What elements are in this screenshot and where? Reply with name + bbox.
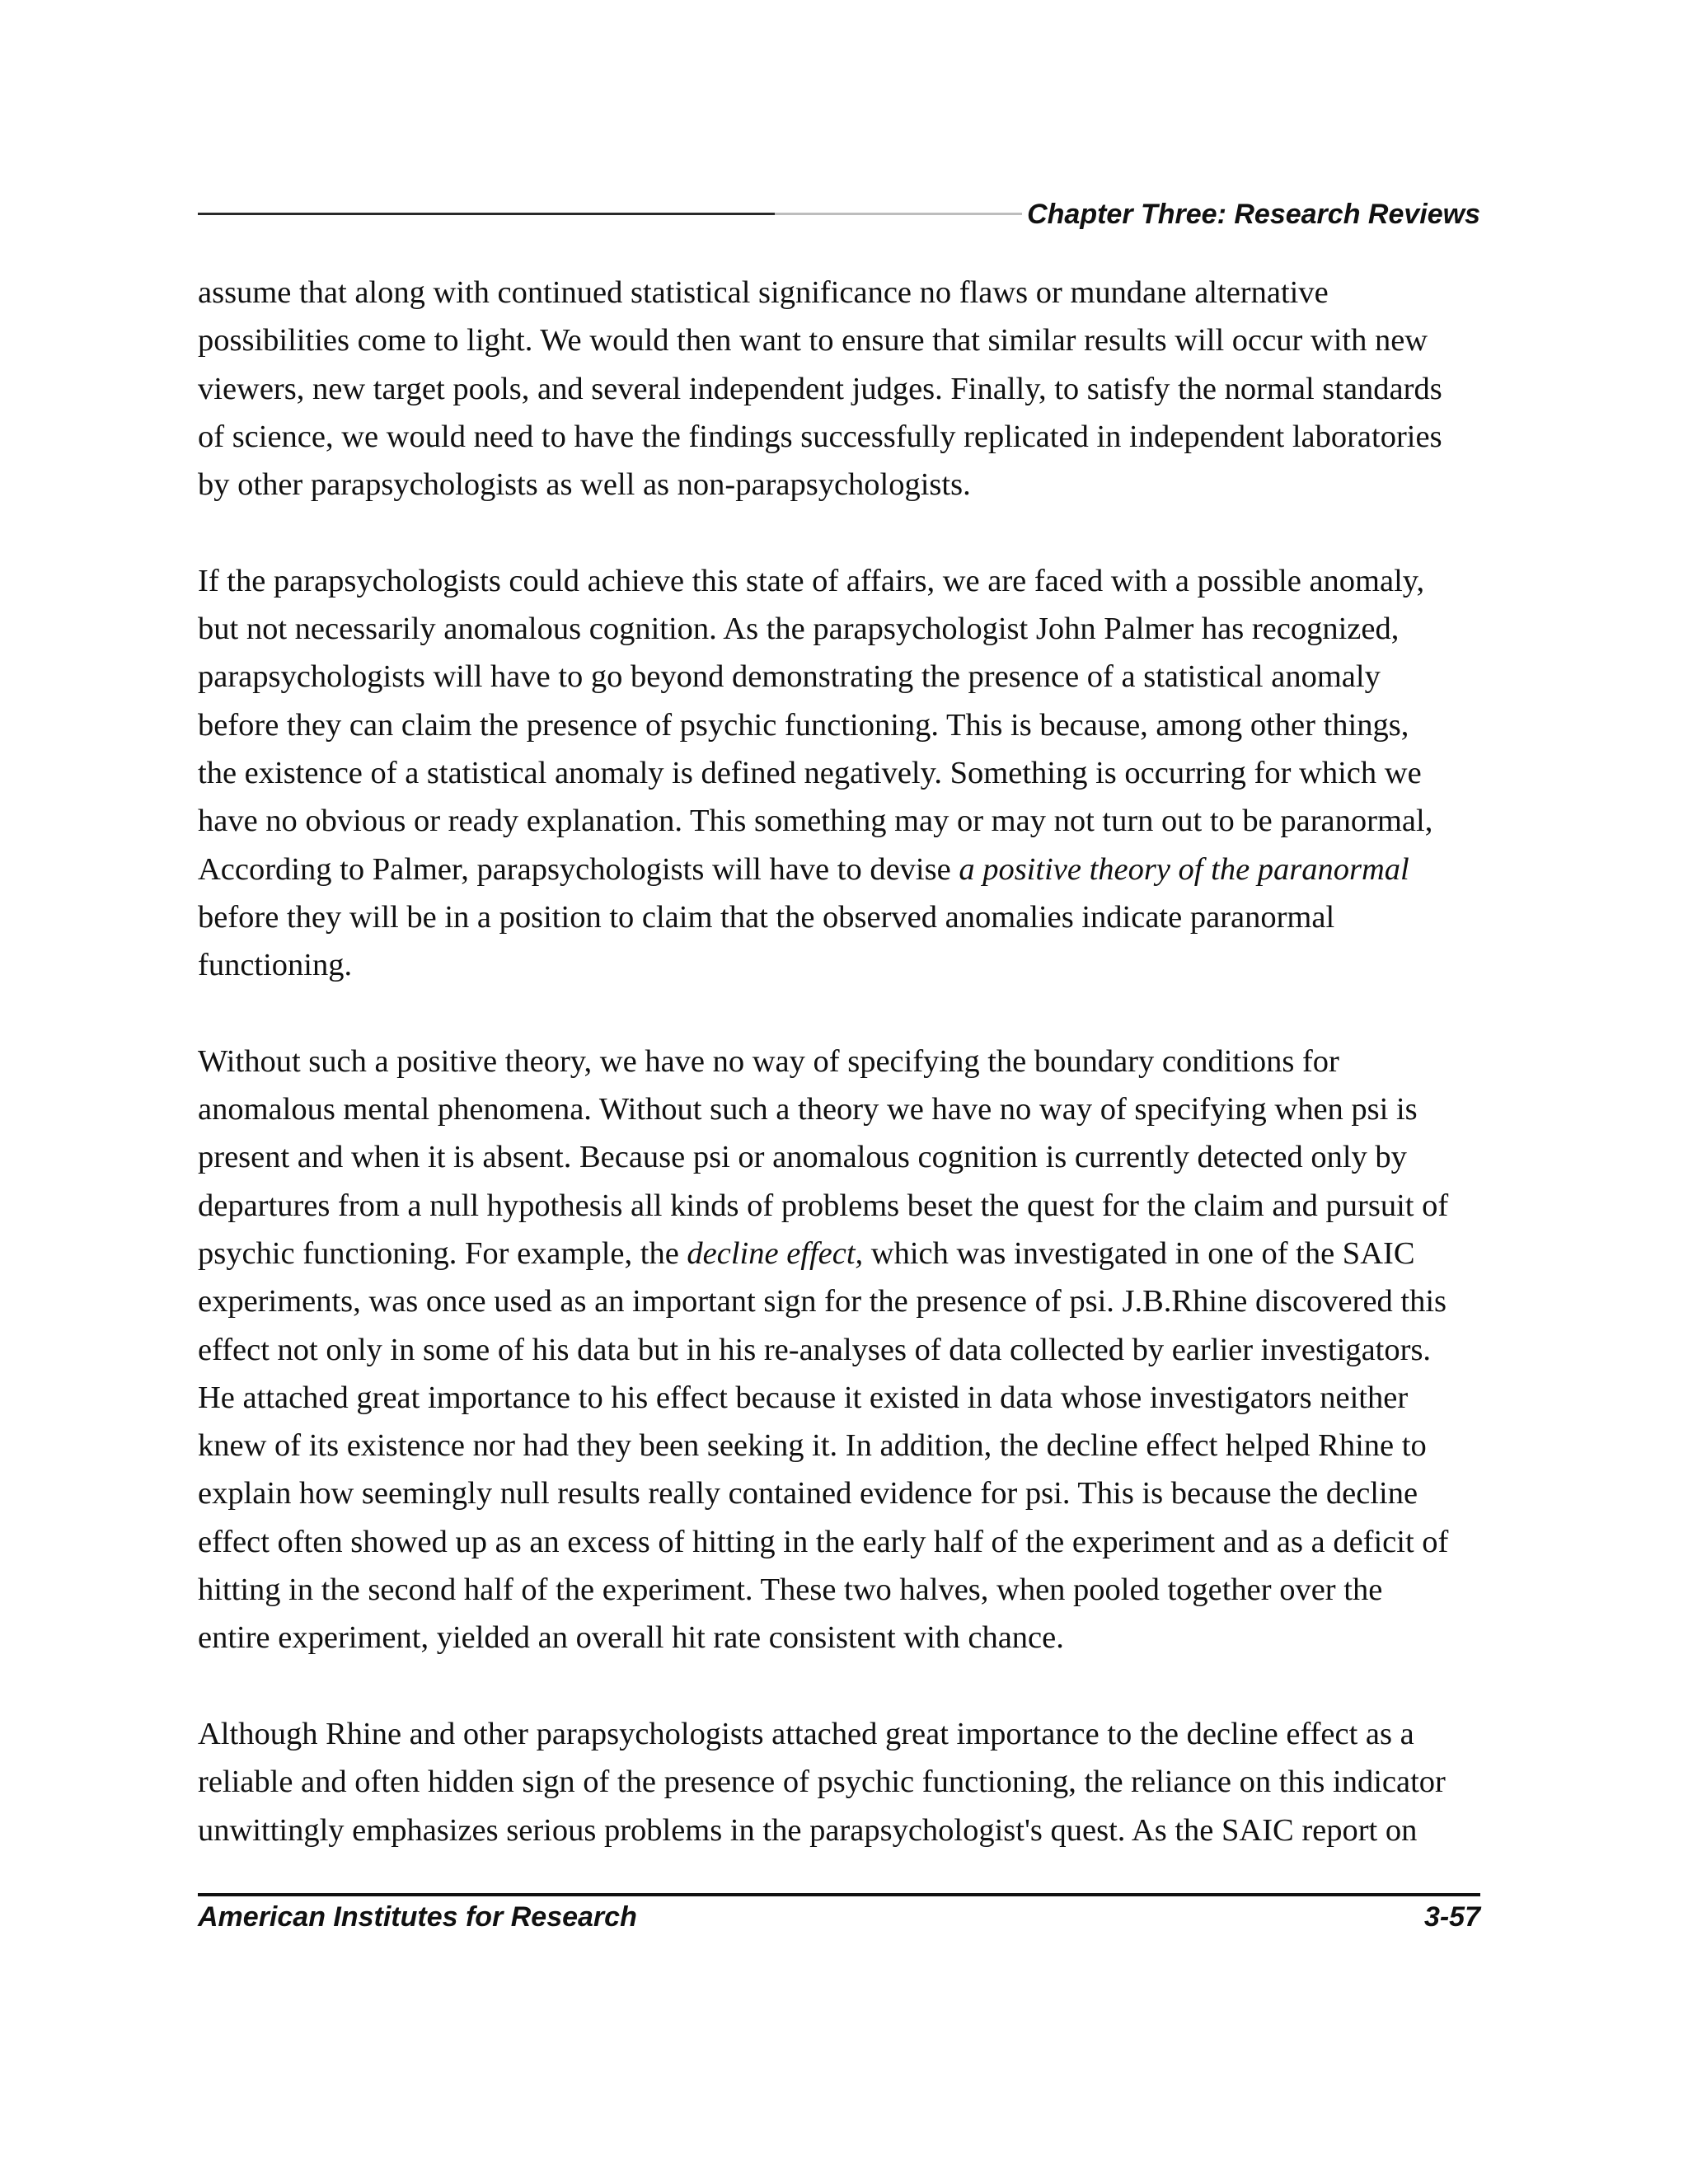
- text-line: but not necessarily anomalous cognition. As the parapsychologist John Palmer has recognized,: [198, 612, 1400, 647]
- footer-rule: [198, 1893, 1480, 1896]
- text-line: explain how seemingly null results really contained evidence for psi. This is because the decline: [198, 1476, 1418, 1511]
- paragraph-2: [198, 557, 1500, 990]
- text-line: [198, 1230, 1500, 1277]
- text-line: If the parapsychologists could achieve this state of affairs, we are faced with a possible anomaly,: [198, 563, 1425, 598]
- header-rule: [198, 213, 1022, 215]
- text-line: Without such a positive theory, we have no way of specifying the boundary conditions for: [198, 1043, 1339, 1079]
- text-line: He attached great importance to his effect because it existed in data whose investigators neither: [198, 1380, 1409, 1415]
- text-line: entire experiment, yielded an overall hit rate consistent with chance.: [198, 1620, 1064, 1656]
- italic-phrase: a positive theory of the paranormal: [959, 851, 1409, 887]
- text-line: by other parapsychologists as well as non-parapsychologists.: [198, 467, 971, 503]
- text-line: present and when it is absent. Because psi or anomalous cognition is currently detected only by: [198, 1140, 1407, 1175]
- text-line: of science, we would need to have the findings successfully replicated in independent laboratories: [198, 419, 1442, 454]
- text-line: departures from a null hypothesis all kinds of problems beset the quest for the claim and pursuit of: [198, 1188, 1449, 1223]
- text-line: hitting in the second half of the experiment. These two halves, when pooled together over the: [198, 1572, 1383, 1608]
- paragraph-1: [198, 269, 1500, 509]
- italic-phrase: decline effect,: [687, 1235, 864, 1271]
- text-segment: According to Palmer, parapsychologists will have to devise: [198, 851, 959, 887]
- text-line: possibilities come to light. We would then want to ensure that similar results will occur with new: [198, 323, 1428, 359]
- text-line: assume that along with continued statistical significance no flaws or mundane alternative: [198, 275, 1329, 310]
- text-line: experiments, was once used as an important sign for the presence of psi. J.B.Rhine discovered this: [198, 1284, 1447, 1319]
- text-line: unwittingly emphasizes serious problems in the parapsychologist's quest. As the SAIC report on: [198, 1812, 1418, 1848]
- text-line: the existence of a statistical anomaly is defined negatively. Something is occurring for which we: [198, 755, 1422, 790]
- text-segment: which was investigated in one of the SAIC: [863, 1235, 1415, 1271]
- text-line: before they will be in a position to claim that the observed anomalies indicate paranormal: [198, 899, 1335, 935]
- page-number: 3-57: [1423, 1901, 1480, 1933]
- text-line: knew of its existence nor had they been seeking it. In addition, the decline effect helped Rhine to: [198, 1428, 1427, 1464]
- text-line: [198, 846, 1500, 893]
- text-line: effect not only in some of his data but in his re-analyses of data collected by earlier investigators.: [198, 1332, 1432, 1367]
- text-line: reliable and often hidden sign of the presence of psychic functioning, the reliance on this indicator: [198, 1765, 1446, 1800]
- paragraph-4: [198, 1710, 1500, 1854]
- text-line: effect often showed up as an excess of hitting in the early half of the experiment and as a deficit of: [198, 1524, 1449, 1559]
- paragraph-3: [198, 1038, 1500, 1662]
- running-header-title: Chapter Three: Research Reviews: [1027, 199, 1480, 230]
- footer-organization: American Institutes for Research: [198, 1901, 637, 1933]
- text-line: before they can claim the presence of psychic functioning. This is because, among other things,: [198, 707, 1409, 743]
- text-line: viewers, new target pools, and several independent judges. Finally, to satisfy the normal standards: [198, 371, 1442, 406]
- text-segment: psychic functioning. For example, the: [198, 1235, 687, 1271]
- body-text: [198, 269, 1500, 1902]
- text-line: have no obvious or ready explanation. This something may or may not turn out to be paranormal,: [198, 804, 1433, 839]
- text-line: Although Rhine and other parapsychologists attached great importance to the decline effect as a: [198, 1716, 1414, 1751]
- text-line: anomalous mental phenomena. Without such a theory we have no way of specifying when psi is: [198, 1092, 1418, 1127]
- text-line: parapsychologists will have to go beyond demonstrating the presence of a statistical anomaly: [198, 659, 1381, 695]
- text-line: functioning.: [198, 948, 353, 983]
